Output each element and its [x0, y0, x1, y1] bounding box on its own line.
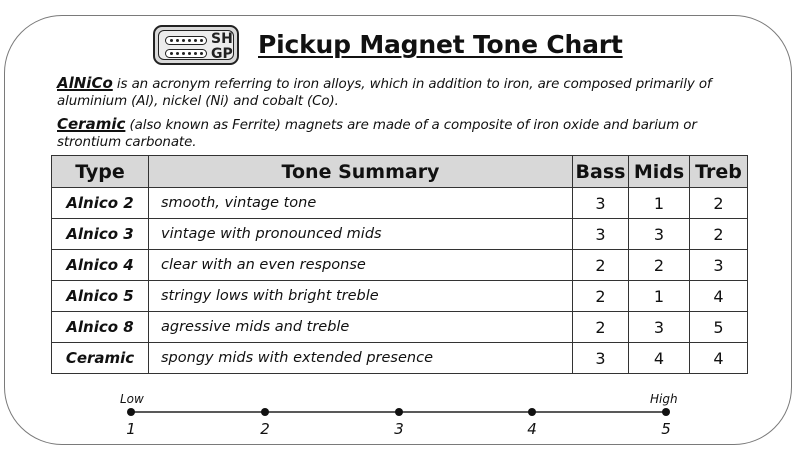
tone-summary: smooth, vintage tone — [149, 188, 573, 219]
scale-point-label: 5 — [661, 420, 671, 438]
column-header-bass: Bass — [573, 156, 629, 188]
scale-point-label: 2 — [260, 420, 270, 438]
logo-line-1: SH — [211, 31, 233, 47]
mids-value: 3 — [629, 312, 690, 343]
tone-summary: vintage with pronounced mids — [149, 219, 573, 250]
magnet-type: Alnico 8 — [52, 312, 149, 343]
bass-value: 3 — [573, 219, 629, 250]
tone-summary: agressive mids and treble — [149, 312, 573, 343]
tone-summary: clear with an even response — [149, 250, 573, 281]
scale-point-marker — [395, 408, 403, 416]
bass-value: 3 — [573, 343, 629, 374]
treb-value: 2 — [690, 219, 748, 250]
scale-point-label: 3 — [394, 420, 404, 438]
magnet-type: Alnico 5 — [52, 281, 149, 312]
bass-value: 2 — [573, 281, 629, 312]
scale-point-label: 4 — [527, 420, 537, 438]
ceramic-term: Ceramic — [57, 115, 126, 133]
column-header-mids: Mids — [629, 156, 690, 188]
magnet-type: Alnico 3 — [52, 219, 149, 250]
scale-point-marker — [528, 408, 536, 416]
scale-point-marker — [127, 408, 135, 416]
scale-high-label: High — [650, 392, 678, 406]
scale-low-label: Low — [120, 392, 144, 406]
ceramic-text: (also known as Ferrite) magnets are made of a composite of iron oxide and barium or strontium carbonate. — [57, 118, 697, 150]
column-header-tone-summary: Tone Summary — [149, 156, 573, 188]
mids-value: 1 — [629, 188, 690, 219]
alnico-text: is an acronym referring to iron alloys, which in addition to iron, are composed primarily of aluminium (Al), nickel (Ni) and cobalt (Co). — [57, 77, 712, 109]
bass-value: 2 — [573, 312, 629, 343]
mids-value: 3 — [629, 219, 690, 250]
treb-value: 5 — [690, 312, 748, 343]
alnico-term: AlNiCo — [57, 74, 113, 92]
tone-summary: stringy lows with bright treble — [149, 281, 573, 312]
mids-value: 4 — [629, 343, 690, 374]
bass-value: 2 — [573, 250, 629, 281]
scale-point-label: 1 — [126, 420, 136, 438]
logo-line-2: GP — [211, 46, 233, 62]
column-header-treb: Treb — [690, 156, 748, 188]
mids-value: 2 — [629, 250, 690, 281]
magnet-type: Alnico 4 — [52, 250, 149, 281]
magnet-type: Ceramic — [52, 343, 149, 374]
mids-value: 1 — [629, 281, 690, 312]
page-title: Pickup Magnet Tone Chart — [258, 30, 623, 59]
scale-point-marker — [261, 408, 269, 416]
treb-value: 4 — [690, 343, 748, 374]
magnet-type: Alnico 2 — [52, 188, 149, 219]
column-header-type: Type — [52, 156, 149, 188]
scale-point-marker — [662, 408, 670, 416]
treb-value: 3 — [690, 250, 748, 281]
treb-value: 2 — [690, 188, 748, 219]
bass-value: 3 — [573, 188, 629, 219]
tone-summary: spongy mids with extended presence — [149, 343, 573, 374]
treb-value: 4 — [690, 281, 748, 312]
